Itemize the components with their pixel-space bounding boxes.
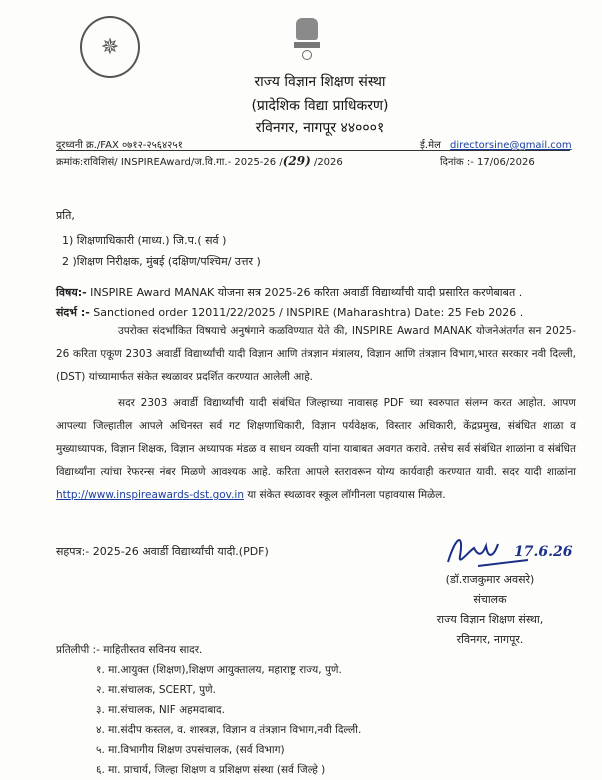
copy-to-item: ३. मा.संचालक, NIF अहमदाबाद. [96, 704, 225, 716]
copy-to-item: १. मा.आयुक्त (शिक्षण),शिक्षण आयुक्तालय, महाराष्ट्र राज्य, पुणे. [96, 664, 342, 676]
institute-seal-logo: ✵ [80, 16, 140, 78]
copy-to-label: प्रतिलीपी :- माहितीस्तव सविनय सादर. [56, 644, 203, 656]
signatory-designation: संचालक [473, 593, 507, 606]
signatory-org: राज्य विज्ञान शिक्षण संस्था, [436, 613, 544, 626]
recipient-line-1: 1) शिक्षणाधिकारी (माध्य.) जि.प.( सर्व ) [62, 234, 227, 247]
subject-line [56, 285, 576, 300]
copy-to-item: ५. मा.विभागीय शिक्षण उपसंचालक, (सर्व विभाग) [96, 744, 285, 756]
header-divider [56, 150, 570, 151]
reference-text: Sanctioned order 12011/22/2025 / INSPIRE (Maharashtra) Date: 25 Feb 2026 . [89, 306, 524, 319]
reference-label: संदर्भ :- [56, 306, 90, 319]
ref-prefix: क्रमांक:राविशिसं/ INSPIREAward/ज.वि.गा.- 2025-26 / [56, 157, 283, 168]
reference-number [56, 154, 343, 168]
handwritten-signature [438, 526, 578, 574]
signatory-name: (डॉ.राजकुमार अवसरे) [445, 573, 535, 586]
recipient-to: प्रति, [56, 209, 75, 222]
inspire-awards-link[interactable]: http://www.inspireawards-dst.gov.in [56, 489, 244, 501]
copy-to-item: २. मा.संचालक, SCERT, पुणे. [96, 684, 216, 696]
enclosure-line: सहपत्र:- 2025-26 अवार्डी विद्यार्थ्यांची यादी.(PDF) [56, 545, 269, 558]
phone-fax: दूरध्वनी क्र./FAX ०७१२-२५६४२५१ [56, 140, 183, 151]
copy-to-item: ६. मा. प्राचार्य, जिल्हा शिक्षण व प्रशिक्षण संस्था (सर्व जिल्हे ) [96, 764, 326, 776]
para2-text: सदर 2303 अवार्डी विद्यार्थ्यांची यादी संबंधित जिल्हाच्या नावासह PDF च्या स्वरुपात संलग्न करत आहोत. आपण आपल्या जिल्हातील आपले अधिनस्त सर्व गट शिक्षणाधिकारी, विज्ञान पर्यवेक्षक, विस्तार अधिकारी, केंद्रप्रमुख, संबंधित शाळा व मुख्याध्यापक, विज्ञान शिक्षक, विज्ञान अध्यापक मंडळ व साधन व्यक्ती यांना याबाबत अवगत करावे. तसेच सर्व संबंधित शाळांना व संबंधित विद्यार्थ्यांना त्यांचा रेफरन्स नंबर मिळणे आवश्यक आहे. करिता आपले स्तरावरून योग्य कार्यवाही करण्यात यावी. सदर यादी शाळांना [56, 397, 576, 478]
copy-to-list [96, 660, 576, 780]
ref-handwritten-number: (29) [282, 154, 311, 168]
signatory-block [400, 570, 580, 650]
signatory-place: रविनगर, नागपूर. [456, 633, 524, 646]
body-paragraph-1 [56, 320, 576, 389]
org-name: राज्य विज्ञान शिक्षण संस्था [254, 74, 386, 90]
letter-date: दिनांक :- 17/06/2026 [440, 157, 535, 168]
signature-date: 17.6.26 [514, 544, 573, 560]
org-address: रविनगर, नागपूर ४४०००१ [255, 120, 385, 136]
recipient-line-2: 2 )शिक्षण निरीक्षक, मुंबई (दक्षिण/पश्चिम/ उत्तर ) [62, 255, 261, 268]
subject-label: विषय:- [56, 286, 87, 299]
subject-text: INSPIRE Award MANAK योजना सत्र 2025-26 करिता अवार्डी विद्यार्थ्यांची यादी प्रसारित करणेबाबत . [86, 286, 523, 299]
email-line [420, 137, 572, 151]
body-paragraph-2 [56, 392, 576, 507]
email-link[interactable]: directorsine@gmail.com [450, 140, 572, 151]
email-label: ई.मेल [420, 140, 441, 151]
reference-line [56, 305, 576, 320]
org-subtitle: (प्रादेशिक विद्या प्राधिकरण) [251, 98, 389, 114]
para2-tail: या संकेत स्थळावर स्कूल लॉगीनला पहावयास मिळेल. [243, 489, 446, 501]
national-emblem-icon [294, 18, 320, 64]
para1-text: उपरोक्त संदर्भांकित विषयाचे अनुषंगाने कळविण्यात येते की, INSPIRE Award MANAK योजनेअंतर्गत सन 2025-26 करिता एकूण 2303 अवार्डी विद्यार्थ्यांची यादी विज्ञान आणि तंत्रज्ञान मंत्रालय, विज्ञान आणि तंत्रज्ञान विभाग,भारत सरकार नवी दिल्ली,(DST) यांच्यामार्फत संकेत स्थळावर प्रदर्शित करण्यात आलेली आहे. [56, 325, 576, 383]
copy-to-item: ४. मा.संदीप कस्तल, व. शास्त्रज्ञ, विज्ञान व तंत्रज्ञान विभाग,नवी दिल्ली. [96, 724, 362, 736]
ref-suffix: /2026 [310, 157, 343, 168]
